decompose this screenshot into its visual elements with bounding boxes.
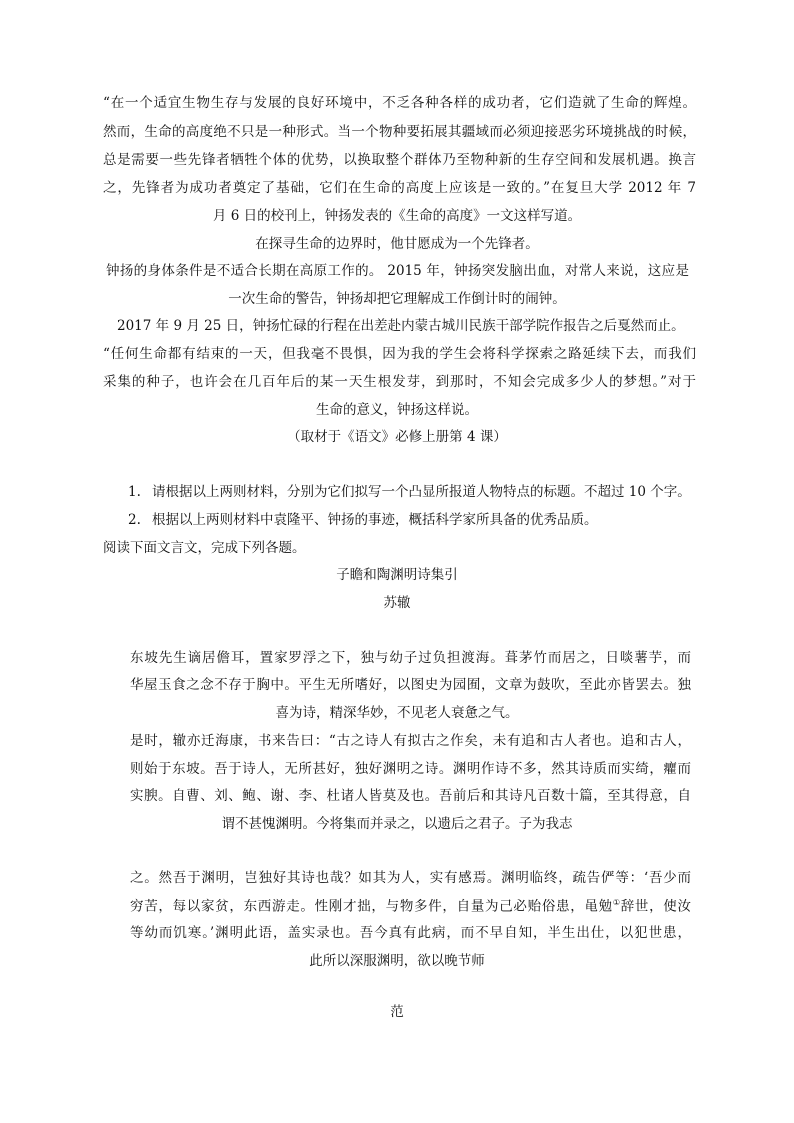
passage1-line-2: 然而，生命的高度绝不只是一种形式。当一个物种要拓展其疆域而必须迎接恶劣环境挑战的时候， — [103, 124, 696, 140]
classical-title: 子瞻和陶渊明诗集引 — [336, 567, 458, 583]
question-1 — [128, 484, 691, 500]
question-1-number: 1. — [128, 484, 141, 500]
passage1-line-5: 月 6 日的校刊上，钟扬发表的《生命的高度》一文这样写道。 — [212, 208, 582, 224]
passage1-line-12: 生命的意义，钟扬这样说。 — [316, 402, 478, 418]
classical-line-12: 范 — [390, 1004, 404, 1020]
passage1-line-11: 采集的种子，也许会在几百年后的某一天生根发芽，到那时，不知会完成多少人的梦想。”对于 — [103, 374, 696, 390]
classical-line-7: 谓不甚愧渊明。今将集而并录之，以遗后之君子。子为我志 — [221, 816, 573, 832]
classical-line-8: 之。然吾于渊明，岂独好其诗也哉？如其为人，实有感焉。渊明临终，疏告俨等：‘吾少而 — [130, 870, 691, 886]
passage1-line-7: 钟扬的身体条件是不适合长期在高原工作的。 2015 年，钟扬突发脑出血，对常人来说，这应是 — [106, 263, 689, 279]
classical-line-5: 则始于东坡。吾于诗人，无所甚好，独好渊明之诗。渊明作诗不多，然其诗质而实绮，癯而 — [130, 761, 691, 777]
passage1-line-8: 一次生命的警告，钟扬却把它理解成工作倒计时的闹钟。 — [228, 291, 566, 307]
question-2-text: 根据以上两则材料中袁隆平、钟扬的事迹，概括科学家所具备的优秀品质。 — [152, 512, 598, 528]
passage1-line-10: “任何生命都有结束的一天，但我毫不畏惧，因为我的学生会将科学探索之路延续下去，而我们 — [103, 346, 696, 362]
classical-line-11: 此所以深服渊明，欲以晚节师 — [309, 953, 485, 969]
question-2-number: 2. — [128, 512, 141, 528]
classical-line-1: 东坡先生谪居儋耳，置家罗浮之下，独与幼子过负担渡海。葺茅竹而居之，日啖薯芋，而 — [130, 650, 691, 666]
passage1-line-1: “在一个适宜生物生存与发展的良好环境中，不乏各种各样的成功者，它们造就了生命的辉煌。 — [103, 95, 696, 111]
passage1-line-3: 总是需要一些先锋者牺牲个体的优势，以换取整个群体乃至物种新的生存空间和发展机遇。换言 — [103, 152, 696, 168]
classical-line-2: 华屋玉食之念不存于胸中。平生无所嗜好，以图史为园囿，文章为鼓吹，至此亦皆罢去。独 — [130, 677, 691, 693]
question-1-text: 请根据以上两则材料，分别为它们拟写一个凸显所报道人物特点的标题。不超过 10 个字。 — [152, 484, 691, 500]
classical-author: 苏辙 — [383, 595, 411, 611]
classical-line-4: 是时，辙亦迁海康，书来告曰：“古之诗人有拟古之作矣，未有追和古人者也。追和古人， — [130, 733, 691, 749]
classical-line-10: 等幼而饥寒。’渊明此语，盖实录也。吾今真有此病，而不早自知，半生出仕，以犯世患， — [130, 925, 691, 941]
classical-line-9-text-a: 穷苦，每以家贫，东西游走。性刚才拙，与物多件，自量为己必贻俗患，黾勉 — [130, 898, 613, 915]
passage1-line-6: 在探寻生命的边界时，他甘愿成为一个先锋者。 — [255, 236, 539, 252]
footnote-marker: ① — [612, 898, 621, 907]
passage1-line-9: 2017 年 9 月 25 日，钟扬忙碌的行程在出差赴内蒙古城川民族干部学院作报告之后戛然而止。 — [117, 318, 685, 334]
question-2 — [128, 512, 598, 528]
classical-line-6: 实腴。自曹、刘、鲍、谢、李、杜诸人皆莫及也。吾前后和其诗凡百数十篇，至其得意，自 — [130, 788, 691, 804]
classical-line-9-text-b: 辞世，使汝 — [620, 898, 692, 915]
passage1-source: （取材于《语文》必修上册第 4 课） — [287, 429, 507, 445]
reading-instruction: 阅读下面文言文，完成下列各题。 — [103, 540, 306, 556]
passage1-line-4: 之，先锋者为成功者奠定了基础，它们在生命的高度上应该是一致的。”在复旦大学 2012 年 7 — [103, 180, 696, 196]
classical-line-3: 喜为诗，精深华妙，不见老人衰惫之气。 — [275, 705, 519, 721]
classical-line-9 — [130, 898, 691, 915]
